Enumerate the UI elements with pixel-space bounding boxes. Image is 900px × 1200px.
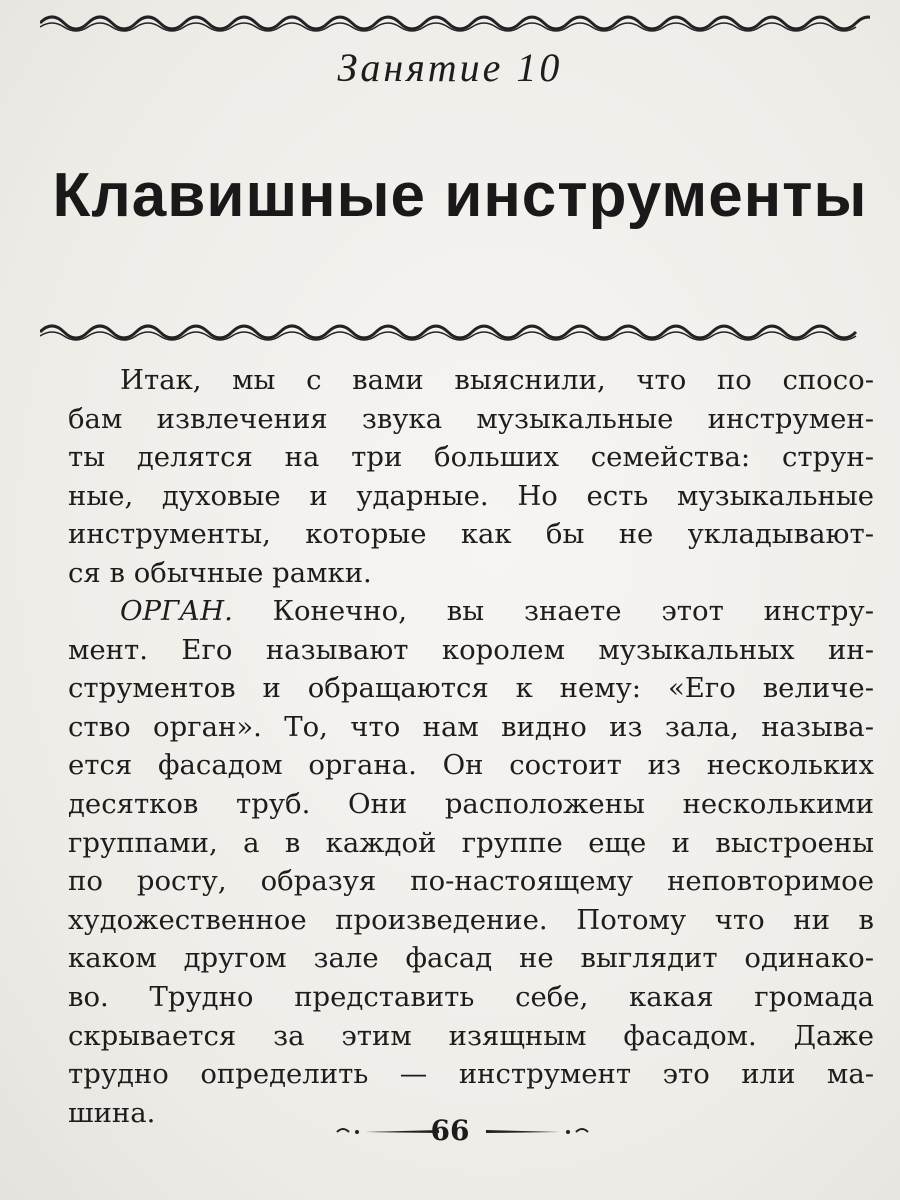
text-line: скрывается за этим изящным фасадом. Даже — [68, 1019, 874, 1052]
text-line: бам извлечения звука музыкальные инструмен- — [68, 402, 874, 435]
title-ornament — [40, 317, 870, 347]
text-line: по росту, образуя по-настоящему неповторимое — [68, 865, 874, 898]
text-line — [68, 592, 874, 631]
text-line: Итак, мы с вами выяснили, что по спосо- — [120, 364, 874, 396]
text-line: инструменты, которые как бы не укладывают- — [68, 518, 874, 551]
footer-ornament-right — [480, 1124, 590, 1138]
page-footer — [0, 1110, 900, 1150]
text-line: ся в обычные рамки. — [68, 556, 372, 589]
paragraph-intro — [68, 361, 874, 593]
text-line: во. Трудно представить себе, какая громада — [68, 980, 874, 1013]
term-organ: ОРГАН. — [120, 595, 233, 627]
text-line: каком другом зале фасад не выглядит одинако- — [68, 942, 874, 975]
text-line: группами, а в каждой группе еще и выстроены — [68, 826, 874, 859]
paragraph-organ — [68, 592, 874, 1132]
text-fragment: Конечно, вы знаете этот инстру- — [232, 595, 874, 627]
text-line: шина. — [68, 1096, 156, 1129]
text-line: струментов и обращаются к нему: «Его величе- — [68, 672, 874, 705]
text-line: ется фасадом органа. Он состоит из нескольких — [68, 749, 874, 782]
page-number: 66 — [430, 1114, 470, 1147]
lesson-label: Занятие 10 — [337, 45, 563, 90]
page-title: Клавишные инструменты — [52, 161, 868, 230]
text-line: художественное произведение. Потому что ни в — [68, 903, 874, 936]
text-line: ты делятся на три больших семейства: струн- — [68, 441, 874, 474]
text-line: ство орган». То, что нам видно из зала, называ- — [68, 710, 874, 743]
top-ornament — [40, 8, 870, 38]
text-line: десятков труб. Они расположены несколькими — [68, 787, 874, 820]
text-line: мент. Его называют королем музыкальных ин- — [68, 633, 874, 666]
text-line: трудно определить — инструмент это или ма- — [68, 1058, 874, 1091]
text-line: ные, духовые и ударные. Но есть музыкальные — [68, 479, 874, 512]
